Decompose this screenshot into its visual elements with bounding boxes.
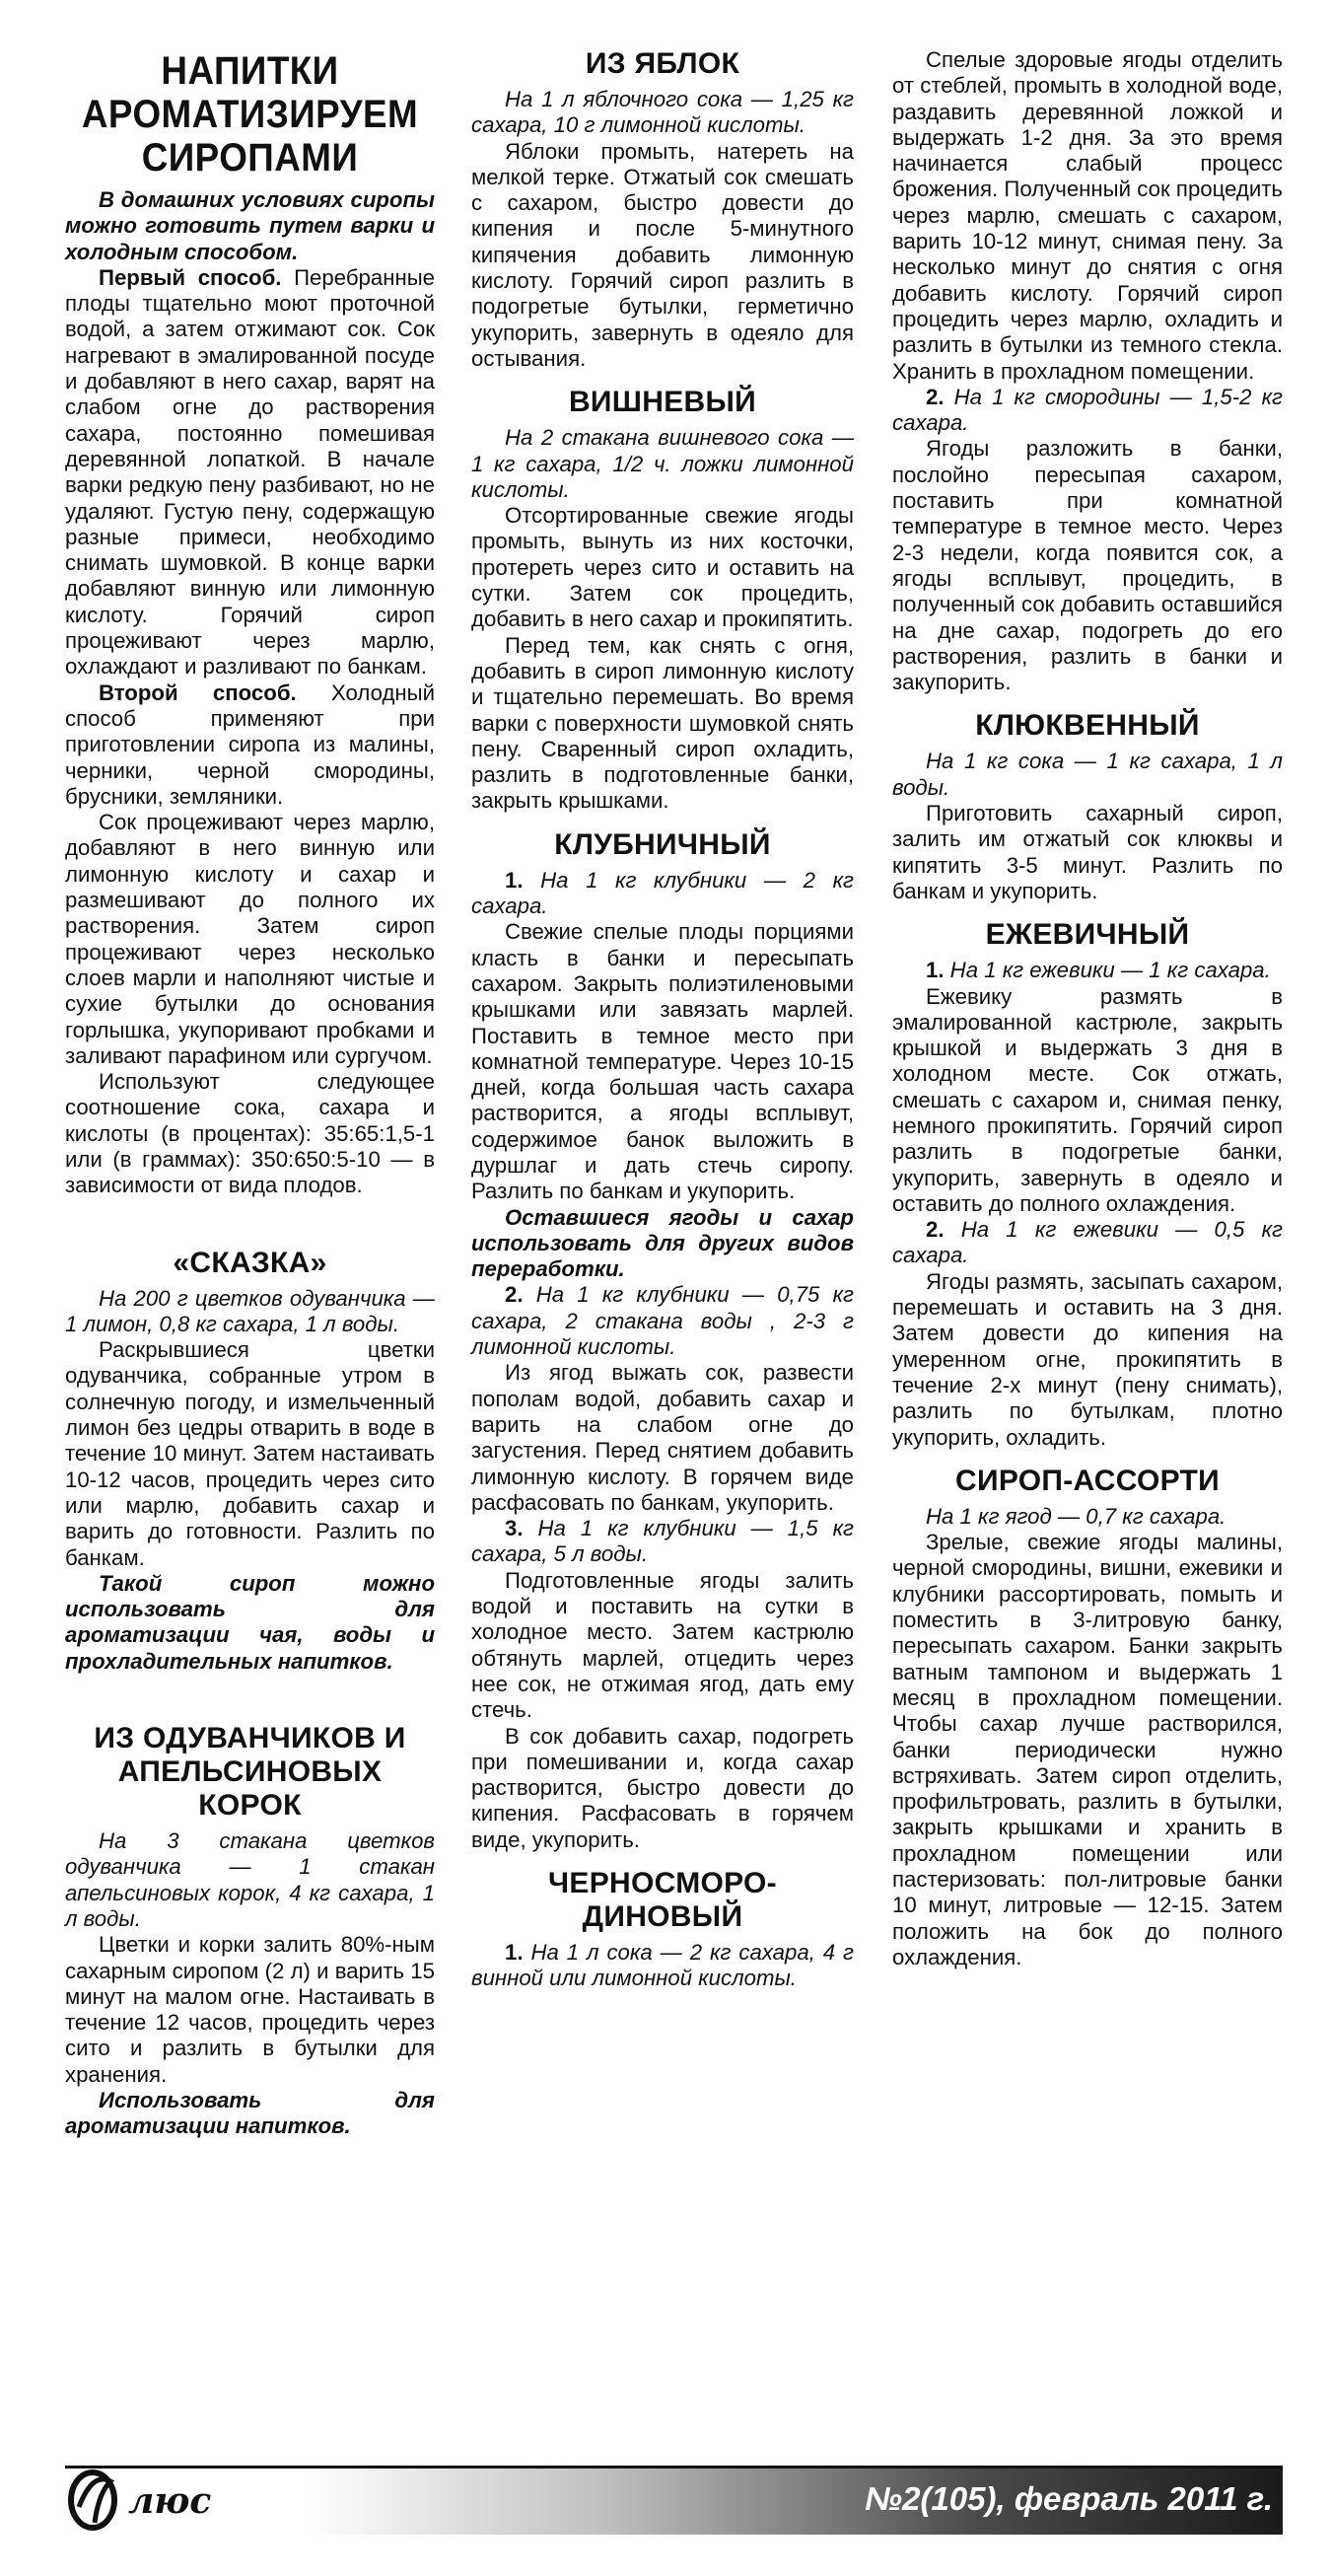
method-2-paragraph-3: Используют следующее соотношение сока, сахара и кислоты (в процентах): 35:65:1,5-1 или (в граммах): 350:650:5-10 — в зависимости от вида плодов. xyxy=(65,1069,435,1198)
recipe-note-strawberry: Оставшиеся ягоды и сахар использовать для других видов переработки. xyxy=(471,1204,854,1282)
recipe-text-cranberry: Приготовить сахарный сироп, залить им отжатый сок клюквы и кипятить 3-5 минут. Разлить по банкам и укупорить. xyxy=(892,801,1283,903)
recipe-ingredients-strawberry-1: 1. На 1 кг клубники — 2 кг сахара. xyxy=(471,867,854,919)
recipe-ingredients-blackberry-1: 1. На 1 кг ежевики — 1 кг сахара. xyxy=(926,958,1271,983)
column-2 xyxy=(471,47,854,1992)
variant-number: 1. xyxy=(505,867,524,893)
method-2-label: Второй способ. xyxy=(99,680,297,705)
variant-number: 3. xyxy=(505,1516,524,1541)
method-2-paragraph-2: Сок процеживают через марлю, добавляют в него винную или лимонную кислоту и сахар и размешивают до полного их растворения. Затем сироп процеживают через несколько слоев марли и наполняют чистые и сухие бутылки до основания горлышка, укупоривают пробками и заливают парафином или сургучом. xyxy=(65,810,435,1068)
recipe-ingredients-cranberry: На 1 кг сока — 1 кг сахара, 1 л воды. xyxy=(892,749,1283,800)
recipe-text-apple: Яблоки промыть, натереть на мелкой терке. Отжатый сок смешать с сахаром, быстро довести до кипения и после 5-минутного кипячения добавить лимонную кислоту. Горячий сироп разлить в подогретые бутылки, герметично укупорить, завернуть в одеяло для остывания. xyxy=(471,138,854,371)
recipe-note-dandelion-orange: Использовать для ароматизации напитков. xyxy=(65,2088,435,2139)
column-1 xyxy=(65,47,435,2140)
recipe-title-assorti: СИРОП-АССОРТИ xyxy=(955,1464,1220,1497)
variant-number: 1. xyxy=(505,1940,524,1965)
recipe-ingredients-strawberry-2: 2. На 1 кг клубники — 0,75 кг сахара, 2 стакана воды , 2-3 г лимонной кислоты. xyxy=(471,1282,854,1360)
recipe-text-blackcurrant-2: Ягоды разложить в банки, послойно пересыпая сахаром, поставить при комнатной температуре в темное место. Через 2-3 недели, когда появится сок, а ягоды всплывут, процедить, в полученный сок добавить оставшийся на дне сахар, подогреть до его растворения, разлить в банки и закупорить. xyxy=(892,436,1283,695)
recipe-title-dandelion-orange: ИЗ ОДУВАНЧИКОВ И АПЕЛЬСИНОВЫХ КОРОК xyxy=(94,1722,406,1823)
recipe-ingredients-apple: На 1 л яблочного сока — 1,25 кг сахара, 10 г лимонной кислоты. xyxy=(471,87,854,138)
method-2-text: Холодный способ применяют при приготовлении сиропа из малины, черники, черной смородины, брусники, земляники. xyxy=(65,680,435,809)
recipe-title-blackberry: ЕЖЕВИЧНЫЙ xyxy=(985,918,1190,952)
recipe-ingredients-strawberry-3: 3. На 1 кг клубники — 1,5 кг сахара, 5 л воды. xyxy=(471,1516,854,1567)
recipe-text-blackberry-1: Ежевику размять в эмалированной кастрюле, закрыть крышкой и выдержать 3 дня в холодном месте. Сок отжать, смешать с сахаром и, снимая пенку, немного прокипятить. Горячий сироп разлить в подогретые банки, укупорить, завернуть в одеяло и оставить до полного охлаждения. xyxy=(892,983,1283,1216)
recipe-text-blackberry-2: Ягоды размять, засыпать сахаром, перемешать и оставить на 3 дня. Затем довести до кипения на умеренном огне, прокипятить в течение 2-х минут (пену снимать), разлить по бутылкам, плотно укупорить, охладить. xyxy=(892,1268,1283,1450)
recipe-text-cherry-2: Перед тем, как снять с огня, добавить в сироп лимонную кислоту и тщательно перемешать. Во время варки с поверхности шумовкой снять пену. Сваренный сироп охладить, разлить в подготовленные банки, закрыть крышками. xyxy=(471,632,854,814)
recipe-ingredients-assorti: На 1 кг ягод — 0,7 кг сахара. xyxy=(926,1503,1226,1529)
page-title: НАПИТКИ АРОМАТИЗИРУЕМ СИРОПАМИ xyxy=(81,49,419,179)
recipe-title-cranberry: КЛЮКВЕННЫЙ xyxy=(975,709,1200,743)
recipe-title-cherry: ВИШНЕВЫЙ xyxy=(568,386,757,419)
recipe-title-blackcurrant: ЧЕРНОСМОРО- ДИНОВЫЙ xyxy=(548,1867,777,1933)
recipe-ingredients-blackberry-2: 2. На 1 кг ежевики — 0,5 кг сахара. xyxy=(892,1217,1283,1268)
recipe-title-strawberry: КЛУБНИЧНЫЙ xyxy=(554,827,771,861)
recipe-ingredients-cherry: На 2 стакана вишневого сока — 1 кг сахара, 1/2 ч. ложки лимонной кислоты. xyxy=(471,425,854,502)
variant-number: 2. xyxy=(926,1217,945,1243)
variant-number: 2. xyxy=(926,384,945,409)
recipe-title-apple: ИЗ ЯБЛОК xyxy=(585,47,740,80)
method-2 xyxy=(65,680,435,810)
lead-text: В домашних условиях сиропы можно готовить путем варки и холодным способом. xyxy=(65,187,435,264)
column-3 xyxy=(892,47,1283,1970)
variant-number: 1. xyxy=(926,958,945,983)
method-1-text: Перебранные плоды тщательно моют проточной водой, а затем отжимают сок. Сок нагревают в эмалированной посуде и добавляют в него сахар, варят на слабом огне до растворения сахара, постоянно помешивая деревянной лопаткой. В начале варки редкую пену разбивают, но не удаляют. Густую пену, содержащую разные примеси, необходимо снимать шумовкой. В конце варки добавляют винную или лимонную кислоту. Горячий сироп процеживают через марлю, охлаждают и разливают по банкам. xyxy=(65,264,435,680)
recipe-text-strawberry-3: Подготовленные ягоды залить водой и поставить на сутки в холодное место. Затем кастрюлю обтянуть марлей, отцедить через нее сок, не отжимая ягод, дать ему стечь. xyxy=(471,1567,854,1723)
recipe-ingredients-dandelion-orange: На 3 стакана цветков одуванчика — 1 стакан апельсиновых корок, 4 кг сахара, 1 л воды. xyxy=(65,1828,435,1931)
recipe-text-strawberry-2: Из ягод выжать сок, развести пополам водой, добавить сахар и варить на слабом огне до загустения. Перед снятием добавить лимонную кислоту. В горячем виде расфасовать по банкам, укупорить. xyxy=(471,1360,854,1515)
issue-info: №2(105), февраль 2011 г. xyxy=(865,2480,1273,2517)
page-footer xyxy=(65,2466,1283,2535)
recipe-text-assorti: Зрелые, свежие ягоды малины, черной смородины, вишни, ежевики и клубники рассортировать, помыть и поместить в 3-литровую банку, пересыпать сахаром. Банки закрыть ватным тампоном и выдержать 1 месяц в прохладном помещении. Чтобы сахар лучше растворился, банки периодически нужно встряхивать. Затем сироп отделить, профильтровать, разлить в бутылки, закрыть крышками и хранить в прохладном помещении или пастеризовать: пол-литровые банки 10 минут, литровые — 12-15. Затем положить на бок до полного охлаждения. xyxy=(892,1530,1283,1969)
recipe-ingredients-skazka: На 200 г цветков одуванчика — 1 лимон, 0,8 кг сахара, 1 л воды. xyxy=(65,1285,435,1336)
method-1 xyxy=(65,265,435,680)
recipe-title-skazka: «СКАЗКА» xyxy=(173,1246,327,1279)
svg-text:люс: люс xyxy=(128,2480,212,2522)
recipe-ingredients-blackcurrant-1: 1. На 1 л сока — 2 кг сахара, 4 г винной или лимонной кислоты. xyxy=(471,1940,854,1991)
magazine-logo xyxy=(65,2468,252,2533)
method-1-label: Первый способ. xyxy=(99,264,282,290)
recipe-note-skazka: Такой сироп можно использовать для ароматизации чая, воды и прохладительных напитков. xyxy=(65,1570,435,1674)
variant-number: 2. xyxy=(505,1282,524,1308)
recipe-text-blackcurrant-1: Спелые здоровые ягоды отделить от стеблей, промыть в холодной воде, раздавить деревянной ложкой и выдержать 1-2 дня. За это время начинается слабый процесс брожения. Полученный сок процедить через марлю, смешать с сахаром, варить 10-12 минут, снимая пену. За несколько минут до снятия с огня добавить кислоту. Горячий сироп процедить через марлю, охладить и разлить в бутылки из темного стекла. Хранить в прохладном помещении. xyxy=(892,47,1283,384)
recipe-text-cherry-1: Отсортированные свежие ягоды промыть, вынуть из них косточки, протереть через сито и оставить на сутки. Затем сок процедить, добавить в него сахар и прокипятить. xyxy=(471,503,854,632)
recipe-text-dandelion-orange: Цветки и корки залить 80%-ным сахарным сиропом (2 л) и варить 15 минут на малом огне. Настаивать в течение 12 часов, процедить через сито и разлить в бутылки для хранения. xyxy=(65,1932,435,2087)
recipe-text-strawberry-4: В сок добавить сахар, подогреть при помешивании и, когда сахар растворится, быстро довести до кипения. Расфасовать в горячем виде, укупорить. xyxy=(471,1723,854,1852)
recipe-ingredients-blackcurrant-2: 2. На 1 кг смородины — 1,5-2 кг сахара. xyxy=(892,384,1283,436)
recipe-text-skazka: Раскрывшиеся цветки одуванчика, собранные утром в солнечную погоду, и измельченный лимон без цедры отварить в воде в течение 10 минут. Затем настаивать 10-12 часов, процедить через сито или марлю, добавить сахар и варить до готовности. Разлить по банкам. xyxy=(65,1337,435,1570)
recipe-text-strawberry-1: Свежие спелые плоды порциями класть в банки и пересыпать сахаром. Закрыть полиэтиленовыми крышками или завязать марлей. Поставить в темное место при комнатной температуре. Через 10-15 дней, когда большая часть сахара растворится, а ягоды всплывут, содержимое банок выложить в дуршлаг и дать стечь сиропу. Разлить по банкам и укупорить. xyxy=(471,919,854,1204)
